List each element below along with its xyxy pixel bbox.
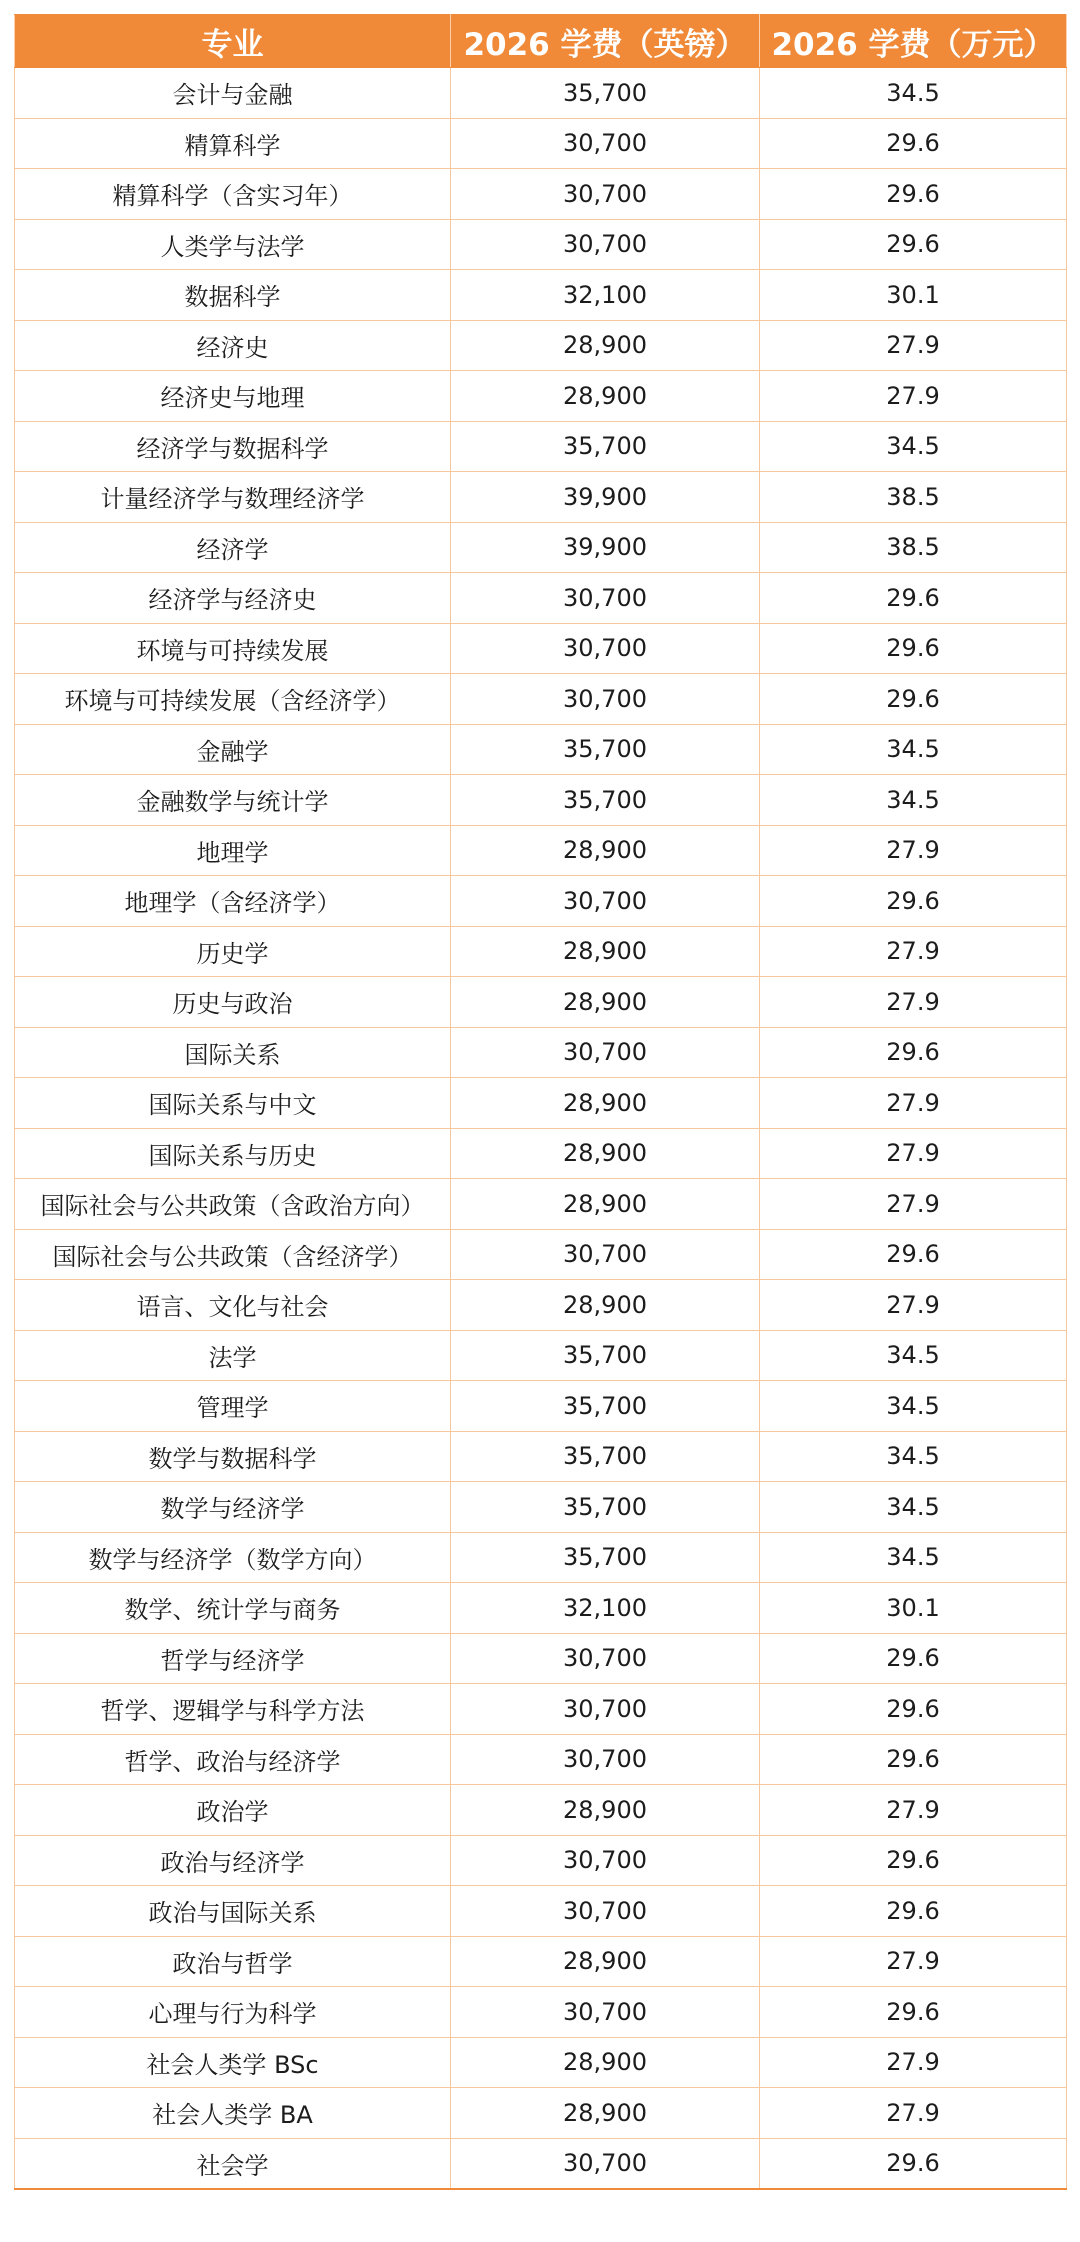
cell-fee-cny: 27.9: [760, 320, 1067, 371]
cell-fee-gbp: 30,700: [451, 1027, 760, 1078]
cell-fee-gbp: 30,700: [451, 623, 760, 674]
cell-major: 环境与可持续发展: [15, 623, 451, 674]
table-row: [15, 1431, 1067, 1482]
cell-fee-gbp: 28,900: [451, 977, 760, 1028]
cell-fee-cny: 29.6: [760, 1835, 1067, 1886]
table-row: [15, 1987, 1067, 2038]
table-row: [15, 1381, 1067, 1432]
cell-fee-cny: 29.6: [760, 674, 1067, 725]
cell-fee-gbp: 35,700: [451, 1330, 760, 1381]
cell-fee-gbp: 35,700: [451, 1532, 760, 1583]
header-fee-cny: 2026 学费（万元）: [760, 15, 1067, 68]
cell-fee-gbp: 35,700: [451, 68, 760, 119]
cell-fee-gbp: 28,900: [451, 1179, 760, 1230]
cell-fee-gbp: 30,700: [451, 1684, 760, 1735]
table-body: [15, 68, 1067, 2189]
cell-fee-cny: 38.5: [760, 522, 1067, 573]
cell-major: 历史与政治: [15, 977, 451, 1028]
cell-fee-cny: 27.9: [760, 371, 1067, 422]
cell-fee-cny: 34.5: [760, 68, 1067, 119]
table-row: [15, 1886, 1067, 1937]
table-row: [15, 1633, 1067, 1684]
table-row: [15, 1128, 1067, 1179]
cell-fee-gbp: 30,700: [451, 876, 760, 927]
cell-fee-gbp: 30,700: [451, 573, 760, 624]
cell-major: 经济学与数据科学: [15, 421, 451, 472]
cell-fee-gbp: 28,900: [451, 320, 760, 371]
cell-major: 国际社会与公共政策（含政治方向）: [15, 1179, 451, 1230]
cell-fee-gbp: 35,700: [451, 1482, 760, 1533]
cell-fee-gbp: 30,700: [451, 169, 760, 220]
cell-fee-cny: 27.9: [760, 2088, 1067, 2139]
cell-major: 国际关系与历史: [15, 1128, 451, 1179]
cell-major: 计量经济学与数理经济学: [15, 472, 451, 523]
table-row: [15, 573, 1067, 624]
table-row: [15, 68, 1067, 119]
cell-major: 哲学、逻辑学与科学方法: [15, 1684, 451, 1735]
table-row: [15, 1027, 1067, 1078]
table-row: [15, 674, 1067, 725]
cell-fee-gbp: 39,900: [451, 472, 760, 523]
table-row: [15, 1078, 1067, 1129]
cell-major: 国际关系与中文: [15, 1078, 451, 1129]
cell-fee-gbp: 30,700: [451, 118, 760, 169]
cell-major: 地理学（含经济学）: [15, 876, 451, 927]
tuition-fee-table: [14, 14, 1067, 2190]
cell-fee-cny: 30.1: [760, 1583, 1067, 1634]
cell-fee-cny: 29.6: [760, 1027, 1067, 1078]
header-fee-gbp: 2026 学费（英镑）: [451, 15, 760, 68]
cell-major: 精算科学: [15, 118, 451, 169]
cell-fee-gbp: 35,700: [451, 421, 760, 472]
cell-fee-cny: 34.5: [760, 724, 1067, 775]
table-row: [15, 1785, 1067, 1836]
cell-major: 政治与经济学: [15, 1835, 451, 1886]
cell-major: 经济学与经济史: [15, 573, 451, 624]
table-row: [15, 1734, 1067, 1785]
table-row: [15, 1684, 1067, 1735]
cell-fee-gbp: 28,900: [451, 926, 760, 977]
cell-major: 法学: [15, 1330, 451, 1381]
table-row: [15, 1229, 1067, 1280]
cell-major: 精算科学（含实习年）: [15, 169, 451, 220]
table-row: [15, 320, 1067, 371]
cell-fee-gbp: 30,700: [451, 1229, 760, 1280]
cell-fee-cny: 29.6: [760, 1229, 1067, 1280]
cell-fee-cny: 27.9: [760, 977, 1067, 1028]
cell-major: 环境与可持续发展（含经济学）: [15, 674, 451, 725]
cell-fee-cny: 34.5: [760, 1482, 1067, 1533]
cell-major: 国际关系: [15, 1027, 451, 1078]
cell-fee-gbp: 30,700: [451, 1886, 760, 1937]
table-row: [15, 118, 1067, 169]
cell-fee-gbp: 28,900: [451, 1128, 760, 1179]
cell-fee-gbp: 28,900: [451, 825, 760, 876]
table-row: [15, 1280, 1067, 1331]
table-row: [15, 1583, 1067, 1634]
cell-major: 经济学: [15, 522, 451, 573]
cell-major: 哲学、政治与经济学: [15, 1734, 451, 1785]
table-row: [15, 421, 1067, 472]
cell-fee-gbp: 28,900: [451, 2088, 760, 2139]
cell-fee-cny: 30.1: [760, 270, 1067, 321]
table-row: [15, 1179, 1067, 1230]
cell-fee-cny: 38.5: [760, 472, 1067, 523]
cell-fee-cny: 34.5: [760, 1330, 1067, 1381]
table-row: [15, 623, 1067, 674]
cell-major: 数学与经济学: [15, 1482, 451, 1533]
table-row: [15, 1482, 1067, 1533]
cell-fee-cny: 34.5: [760, 1532, 1067, 1583]
table-row: [15, 977, 1067, 1028]
cell-major: 金融学: [15, 724, 451, 775]
table-row: [15, 775, 1067, 826]
cell-fee-cny: 29.6: [760, 1886, 1067, 1937]
cell-fee-gbp: 28,900: [451, 1078, 760, 1129]
cell-fee-gbp: 32,100: [451, 270, 760, 321]
table-row: [15, 2138, 1067, 2189]
cell-fee-cny: 29.6: [760, 876, 1067, 927]
header-major: 专业: [15, 15, 451, 68]
table-row: [15, 1936, 1067, 1987]
cell-fee-cny: 27.9: [760, 926, 1067, 977]
cell-fee-gbp: 35,700: [451, 1431, 760, 1482]
cell-major: 数学与经济学（数学方向）: [15, 1532, 451, 1583]
cell-major: 地理学: [15, 825, 451, 876]
cell-major: 社会人类学 BSc: [15, 2037, 451, 2088]
cell-fee-cny: 34.5: [760, 775, 1067, 826]
cell-major: 语言、文化与社会: [15, 1280, 451, 1331]
header-row: [15, 15, 1067, 68]
cell-fee-cny: 29.6: [760, 169, 1067, 220]
table-row: [15, 926, 1067, 977]
cell-fee-cny: 27.9: [760, 1179, 1067, 1230]
cell-major: 社会人类学 BA: [15, 2088, 451, 2139]
cell-fee-gbp: 30,700: [451, 219, 760, 270]
cell-major: 经济史: [15, 320, 451, 371]
cell-fee-gbp: 30,700: [451, 1835, 760, 1886]
cell-fee-gbp: 30,700: [451, 2138, 760, 2189]
cell-fee-cny: 29.6: [760, 2138, 1067, 2189]
cell-fee-gbp: 35,700: [451, 775, 760, 826]
table-row: [15, 371, 1067, 422]
cell-fee-cny: 29.6: [760, 1684, 1067, 1735]
table-row: [15, 2037, 1067, 2088]
cell-fee-gbp: 30,700: [451, 1734, 760, 1785]
cell-fee-cny: 27.9: [760, 1280, 1067, 1331]
cell-fee-cny: 34.5: [760, 421, 1067, 472]
cell-fee-cny: 27.9: [760, 825, 1067, 876]
cell-fee-cny: 27.9: [760, 2037, 1067, 2088]
cell-fee-gbp: 30,700: [451, 1987, 760, 2038]
table-row: [15, 876, 1067, 927]
cell-fee-cny: 29.6: [760, 1734, 1067, 1785]
table-row: [15, 169, 1067, 220]
table-row: [15, 2088, 1067, 2139]
cell-fee-cny: 29.6: [760, 1987, 1067, 2038]
cell-fee-cny: 29.6: [760, 1633, 1067, 1684]
cell-fee-cny: 27.9: [760, 1078, 1067, 1129]
table-row: [15, 522, 1067, 573]
table-row: [15, 1532, 1067, 1583]
cell-major: 政治与哲学: [15, 1936, 451, 1987]
table-row: [15, 219, 1067, 270]
cell-major: 数据科学: [15, 270, 451, 321]
cell-major: 数学与数据科学: [15, 1431, 451, 1482]
cell-fee-gbp: 28,900: [451, 1936, 760, 1987]
cell-fee-gbp: 28,900: [451, 1280, 760, 1331]
cell-major: 历史学: [15, 926, 451, 977]
cell-fee-gbp: 28,900: [451, 1785, 760, 1836]
cell-fee-gbp: 35,700: [451, 1381, 760, 1432]
cell-fee-cny: 27.9: [760, 1785, 1067, 1836]
cell-fee-cny: 27.9: [760, 1128, 1067, 1179]
table-row: [15, 724, 1067, 775]
cell-fee-gbp: 28,900: [451, 371, 760, 422]
cell-fee-cny: 34.5: [760, 1381, 1067, 1432]
cell-major: 会计与金融: [15, 68, 451, 119]
cell-major: 金融数学与统计学: [15, 775, 451, 826]
cell-fee-cny: 34.5: [760, 1431, 1067, 1482]
cell-major: 政治学: [15, 1785, 451, 1836]
table-header: [15, 15, 1067, 68]
cell-major: 经济史与地理: [15, 371, 451, 422]
cell-major: 人类学与法学: [15, 219, 451, 270]
cell-major: 管理学: [15, 1381, 451, 1432]
table-row: [15, 270, 1067, 321]
cell-major: 政治与国际关系: [15, 1886, 451, 1937]
cell-fee-gbp: 39,900: [451, 522, 760, 573]
table-row: [15, 825, 1067, 876]
cell-fee-cny: 29.6: [760, 573, 1067, 624]
cell-major: 哲学与经济学: [15, 1633, 451, 1684]
table-row: [15, 472, 1067, 523]
cell-fee-gbp: 30,700: [451, 674, 760, 725]
cell-fee-cny: 29.6: [760, 219, 1067, 270]
cell-fee-gbp: 28,900: [451, 2037, 760, 2088]
cell-fee-cny: 29.6: [760, 623, 1067, 674]
table-row: [15, 1330, 1067, 1381]
table-row: [15, 1835, 1067, 1886]
cell-fee-gbp: 32,100: [451, 1583, 760, 1634]
cell-major: 社会学: [15, 2138, 451, 2189]
cell-fee-cny: 29.6: [760, 118, 1067, 169]
cell-major: 心理与行为科学: [15, 1987, 451, 2038]
cell-fee-gbp: 30,700: [451, 1633, 760, 1684]
cell-major: 数学、统计学与商务: [15, 1583, 451, 1634]
cell-fee-gbp: 35,700: [451, 724, 760, 775]
cell-fee-cny: 27.9: [760, 1936, 1067, 1987]
cell-major: 国际社会与公共政策（含经济学）: [15, 1229, 451, 1280]
